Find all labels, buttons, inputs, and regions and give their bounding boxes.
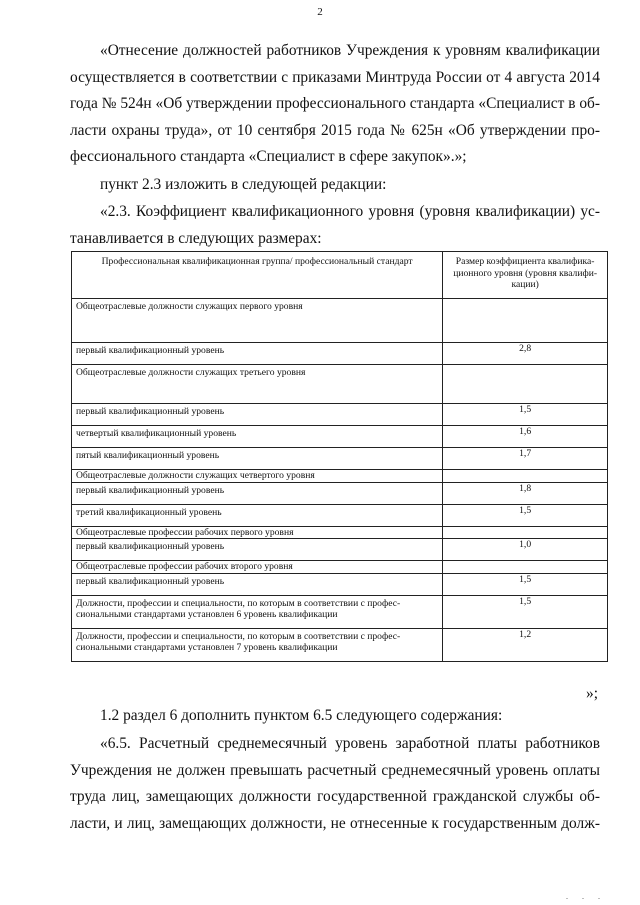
- text-line: 1.2 раздел 6 дополнить пунктом 6.5 следующего содержания:: [100, 707, 503, 724]
- paragraph-item-6-5: [70, 731, 600, 837]
- row-label: пятый квалификационный уровень: [72, 448, 443, 470]
- paragraph-item-2-3: [70, 199, 600, 252]
- text-line: труда лиц, замещающих должности государственной гражданской службы об-: [70, 788, 600, 805]
- text-line: пункт 2.3 изложить в следующей редакции:: [100, 176, 387, 193]
- row-label: первый квалификационный уровень: [72, 482, 443, 504]
- row-label: Общеотраслевые должности служащих третьего уровня: [72, 365, 443, 404]
- table-row: [72, 343, 608, 365]
- row-coefficient: 2,8: [443, 343, 608, 365]
- table-row: [72, 628, 608, 661]
- row-label: Общеотраслевые профессии рабочих второго уровня: [72, 561, 443, 574]
- text-line: осуществляется в соответствии с приказами Минтруда России от 4 августа 2014: [70, 68, 600, 86]
- text-line: года № 524н «Об утверждении профессионального стандарта «Специалист в об-: [70, 95, 600, 112]
- row-coefficient: 1,2: [443, 628, 608, 661]
- row-coefficient: 1,6: [443, 426, 608, 448]
- row-label: Общеотраслевые должности служащих четвертого уровня: [72, 470, 443, 483]
- table-row: [72, 539, 608, 561]
- table-row: [72, 595, 608, 628]
- scan-artifact-dots: . . .: [566, 892, 606, 901]
- row-coefficient: 1,5: [443, 504, 608, 526]
- table-row: [72, 526, 608, 539]
- table-row: [72, 365, 608, 404]
- row-coefficient: [443, 561, 608, 574]
- row-coefficient: 1,8: [443, 482, 608, 504]
- row-label: первый квалификационный уровень: [72, 343, 443, 365]
- row-label: первый квалификационный уровень: [72, 573, 443, 595]
- paragraph-item-2-3-intro: [70, 172, 600, 199]
- table-row: [72, 426, 608, 448]
- coefficient-table: [71, 251, 608, 662]
- row-label: первый квалификационный уровень: [72, 539, 443, 561]
- row-label: четвертый квалификационный уровень: [72, 426, 443, 448]
- row-coefficient: 1,5: [443, 573, 608, 595]
- table-row: [72, 299, 608, 343]
- row-label: Должности, профессии и специальности, по которым в соответствии с профес-сиональными стандартами установлен 6 уровень квалификации: [72, 595, 443, 628]
- text-line: фессионального стандарта «Специалист в сфере закупок».»;: [70, 148, 467, 165]
- closing-quote: »;: [586, 685, 598, 702]
- row-label: Общеотраслевые профессии рабочих первого уровня: [72, 526, 443, 539]
- paragraph-qualification-assignment: [70, 38, 600, 171]
- text-line: Учреждения не должен превышать расчетный среднемесячный уровень оплаты: [70, 761, 600, 779]
- text-line: «2.3. Коэффициент квалификационного уровня (уровня квалификации) ус-: [100, 203, 600, 220]
- row-coefficient: [443, 299, 608, 343]
- text-line: танавливается в следующих размерах:: [70, 229, 322, 247]
- row-coefficient: 1,7: [443, 448, 608, 470]
- page-number: 2: [317, 6, 323, 18]
- row-label: Общеотраслевые должности служащих первого уровня: [72, 299, 443, 343]
- text-line: «Отнесение должностей работников Учреждения к уровням квалификации: [100, 42, 600, 59]
- text-line: ласти охраны труда», от 10 сентября 2015 года № 625н «Об утверждении про-: [70, 121, 600, 139]
- row-label: Должности, профессии и специальности, по которым в соответствии с профес-сиональными стандартами установлен 7 уровень квалификации: [72, 628, 443, 661]
- table-row: [72, 482, 608, 504]
- text-line: ласти, и лиц, замещающих должности, не отнесенные к государственным долж-: [70, 814, 600, 832]
- row-coefficient: 1,5: [443, 404, 608, 426]
- table-row: [72, 404, 608, 426]
- table-row: [72, 573, 608, 595]
- row-label: первый квалификационный уровень: [72, 404, 443, 426]
- table-row: [72, 561, 608, 574]
- row-coefficient: [443, 470, 608, 483]
- table-header-row: [72, 252, 608, 299]
- row-label: третий квалификационный уровень: [72, 504, 443, 526]
- text-line: «6.5. Расчетный среднемесячный уровень заработной платы работников: [100, 735, 600, 752]
- row-coefficient: [443, 526, 608, 539]
- header-coefficient: Размер коэффициента квалифика-ционного уровня (уровня квалифи-кации): [443, 252, 608, 299]
- header-group-standard: Профессиональная квалификационная группа/ профессиональный стандарт: [72, 252, 443, 299]
- table-row: [72, 470, 608, 483]
- row-coefficient: [443, 365, 608, 404]
- row-coefficient: 1,5: [443, 595, 608, 628]
- row-coefficient: 1,0: [443, 539, 608, 561]
- table-row: [72, 504, 608, 526]
- table-row: [72, 448, 608, 470]
- paragraph-item-1-2: [70, 703, 600, 730]
